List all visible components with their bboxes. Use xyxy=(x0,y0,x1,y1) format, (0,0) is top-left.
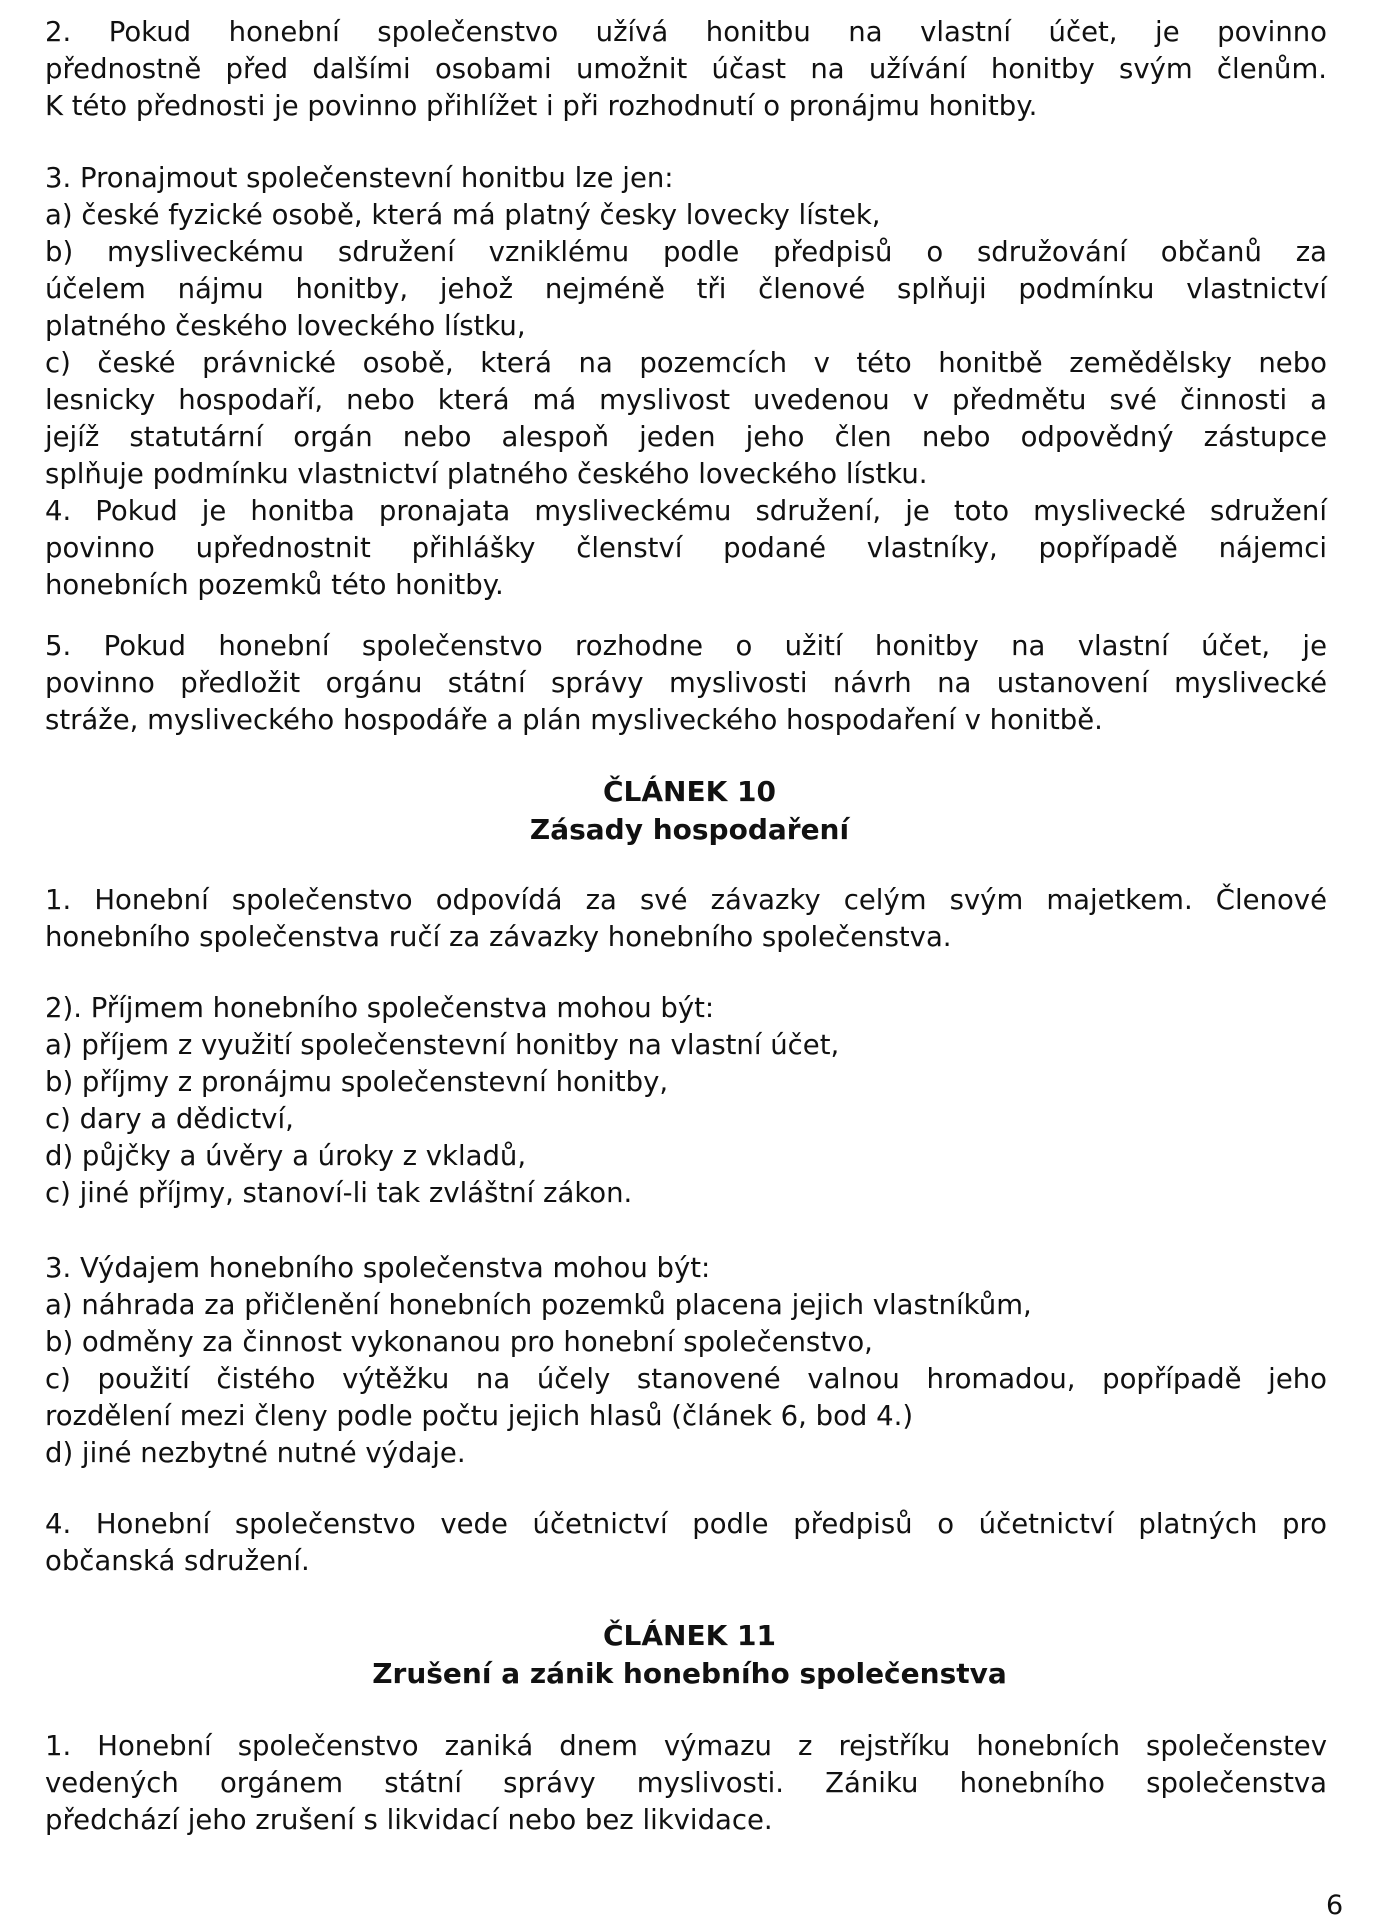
text-line: c) české právnické osobě, která na pozemcích v této honitbě zemědělsky nebo xyxy=(45,347,1327,379)
text-line: vedených orgánem státní správy myslivosti. Zániku honebního společenstva xyxy=(45,1767,1327,1799)
text-line: 2). Příjmem honebního společenstva mohou být: xyxy=(45,992,715,1024)
article-10-paragraph-3-expenses xyxy=(45,1250,1327,1472)
article-10-number: ČLÁNEK 10 xyxy=(602,775,777,808)
text-line: honebních pozemků této honitby. xyxy=(45,569,504,601)
list-item: c) dary a dědictví, xyxy=(45,1103,294,1135)
article-11-number: ČLÁNEK 11 xyxy=(602,1619,777,1652)
text-line: b) mysliveckému sdružení vzniklému podle předpisů o sdružování občanů za xyxy=(45,236,1327,268)
paragraph-2-hunting-own-account xyxy=(45,14,1327,125)
text-line: 4. Pokud je honitba pronajata mysliveckému sdružení, je toto myslivecké sdružení xyxy=(45,495,1327,527)
text-line: stráže, mysliveckého hospodáře a plán mysliveckého hospodaření v honitbě. xyxy=(45,704,1103,736)
text-line: účelem nájmu honitby, jehož nejméně tři členové splňuji podmínku vlastnictví xyxy=(45,273,1327,305)
text-line: povinno upřednostnit přihlášky členství podané vlastníky, popřípadě nájemci xyxy=(45,532,1327,564)
text-line: honebního společenstva ručí za závazky honebního společenstva. xyxy=(45,921,952,953)
article-11-paragraph-1 xyxy=(45,1728,1327,1839)
article-10-paragraph-1 xyxy=(45,882,1327,956)
text-line: rozdělení mezi členy podle počtu jejich hlasů (článek 6, bod 4.) xyxy=(45,1400,914,1432)
list-item: d) jiné nezbytné nutné výdaje. xyxy=(45,1437,466,1469)
page-number: 6 xyxy=(1326,1890,1344,1921)
text-line: splňuje podmínku vlastnictví platného českého loveckého lístku. xyxy=(45,458,928,490)
text-line: předchází jeho zrušení s likvidací nebo bez likvidace. xyxy=(45,1804,773,1836)
text-line: 4. Honební společenstvo vede účetnictví podle předpisů o účetnictví platných pro xyxy=(45,1508,1327,1540)
text-line: 3. Pronajmout společenstevní honitbu lze jen: xyxy=(45,162,674,194)
text-line: 1. Honební společenstvo odpovídá za své závazky celým svým majetkem. Členové xyxy=(45,884,1327,916)
article-10-paragraph-4-accounting xyxy=(45,1506,1327,1580)
text-line: platného českého loveckého lístku, xyxy=(45,310,526,342)
list-item: c) použití čistého výtěžku na účely stanovené valnou hromadou, popřípadě jeho xyxy=(45,1363,1327,1395)
text-line: 2. Pokud honební společenstvo užívá honitbu na vlastní účet, je povinno xyxy=(45,16,1327,48)
text-line: K této přednosti je povinno přihlížet i při rozhodnutí o pronájmu honitby. xyxy=(45,90,1038,122)
list-item: b) odměny za činnost vykonanou pro honební společenstvo, xyxy=(45,1326,873,1358)
list-item: c) jiné příjmy, stanoví-li tak zvláštní zákon. xyxy=(45,1177,633,1209)
article-10-paragraph-2-income xyxy=(45,990,1327,1212)
text-line: 3. Výdajem honebního společenstva mohou být: xyxy=(45,1252,711,1284)
text-line: lesnicky hospodaří, nebo která má myslivost uvedenou v předmětu své činnosti a xyxy=(45,384,1327,416)
text-line: 5. Pokud honební společenstvo rozhodne o užití honitby na vlastní účet, je xyxy=(45,630,1327,662)
list-item: d) půjčky a úvěry a úroky z vkladů, xyxy=(45,1140,527,1172)
list-item: a) náhrada za přičlenění honebních pozemků placena jejich vlastníkům, xyxy=(45,1289,1032,1321)
list-item: a) příjem z využití společenstevní honitby na vlastní účet, xyxy=(45,1029,840,1061)
text-line: povinno předložit orgánu státní správy myslivosti návrh na ustanovení myslivecké xyxy=(45,667,1327,699)
text-line: jejíž statutární orgán nebo alespoň jeden jeho člen nebo odpovědný zástupce xyxy=(45,421,1327,453)
text-line: přednostně před dalšími osobami umožnit účast na užívání honitby svým členům. xyxy=(45,53,1327,85)
paragraph-5-own-account-decision xyxy=(45,628,1327,739)
text-line: občanská sdružení. xyxy=(45,1545,310,1577)
text-line: a) české fyzické osobě, která má platný česky lovecky lístek, xyxy=(45,199,881,231)
paragraph-3-lease-conditions xyxy=(45,160,1327,604)
text-line: 1. Honební společenstvo zaniká dnem výmazu z rejstříku honebních společenstev xyxy=(45,1730,1327,1762)
article-11-title: Zrušení a zánik honebního společenstva xyxy=(372,1657,1007,1690)
list-item: b) příjmy z pronájmu společenstevní honitby, xyxy=(45,1066,669,1098)
article-10-title: Zásady hospodaření xyxy=(529,813,850,846)
